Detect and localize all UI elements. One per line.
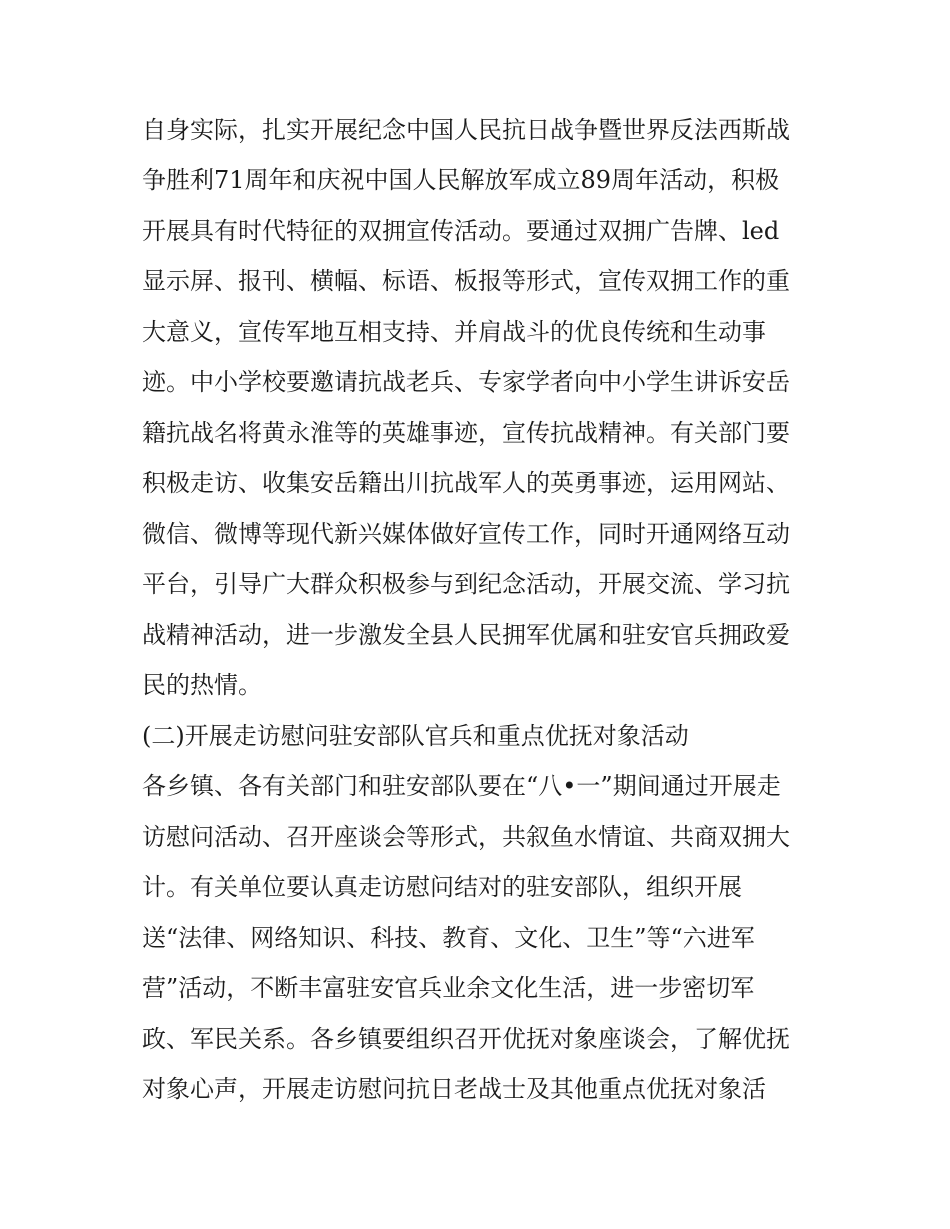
paragraph-line: 战精神活动，进一步激发全县人民拥军优属和驻安官兵拥政爱 [142, 621, 790, 649]
paragraph-line: 计。有关单位要认真走访慰问结对的驻安部队，组织开展 [142, 873, 742, 901]
paragraph-line: 营”活动，不断丰富驻安官兵业余文化生活，进一步密切军 [142, 974, 755, 1002]
paragraph-line: 民的热情。 [142, 671, 262, 699]
paragraph-line: 大意义，宣传军地互相支持、并肩战斗的优良传统和生动事 [142, 318, 766, 346]
paragraph-line: 自身实际，扎实开展纪念中国人民抗日战争暨世界反法西斯战 [142, 116, 790, 144]
section-heading: (二)开展走访慰问驻安部队官兵和重点优抚对象活动 [142, 722, 689, 750]
paragraph-line: 显示屏、报刊、横幅、标语、板报等形式，宣传双拥工作的重 [142, 267, 790, 295]
paragraph-line: 政、军民关系。各乡镇要组织召开优抚对象座谈会，了解优抚 [142, 1025, 790, 1053]
paragraph-line: 争胜利71周年和庆祝中国人民解放军成立89周年活动，积极 [142, 166, 780, 194]
paragraph-line: 迹。中小学校要邀请抗战老兵、专家学者向中小学生讲诉安岳 [142, 368, 790, 396]
paragraph-line: 送“法律、网络知识、科技、教育、文化、卫生”等“六进军 [142, 924, 755, 952]
paragraph-line: 平台，引导广大群众积极参与到纪念活动，开展交流、学习抗 [142, 570, 790, 598]
paragraph-line: 访慰问活动、召开座谈会等形式，共叙鱼水情谊、共商双拥大 [142, 823, 790, 851]
paragraph-line: 籍抗战名将黄永淮等的英雄事迹，宣传抗战精神。有关部门要 [142, 419, 790, 447]
paragraph-line: 各乡镇、各有关部门和驻安部队要在“八•一”期间通过开展走 [142, 772, 781, 800]
paragraph-line: 积极走访、收集安岳籍出川抗战军人的英勇事迹，运用网站、 [142, 469, 790, 497]
paragraph-line: 微信、微博等现代新兴媒体做好宣传工作，同时开通网络互动 [142, 520, 790, 548]
paragraph-line: 开展具有时代特征的双拥宣传活动。要通过双拥广告牌、led [142, 217, 780, 245]
paragraph-line: 对象心声，开展走访慰问抗日老战士及其他重点优抚对象活 [142, 1075, 766, 1103]
